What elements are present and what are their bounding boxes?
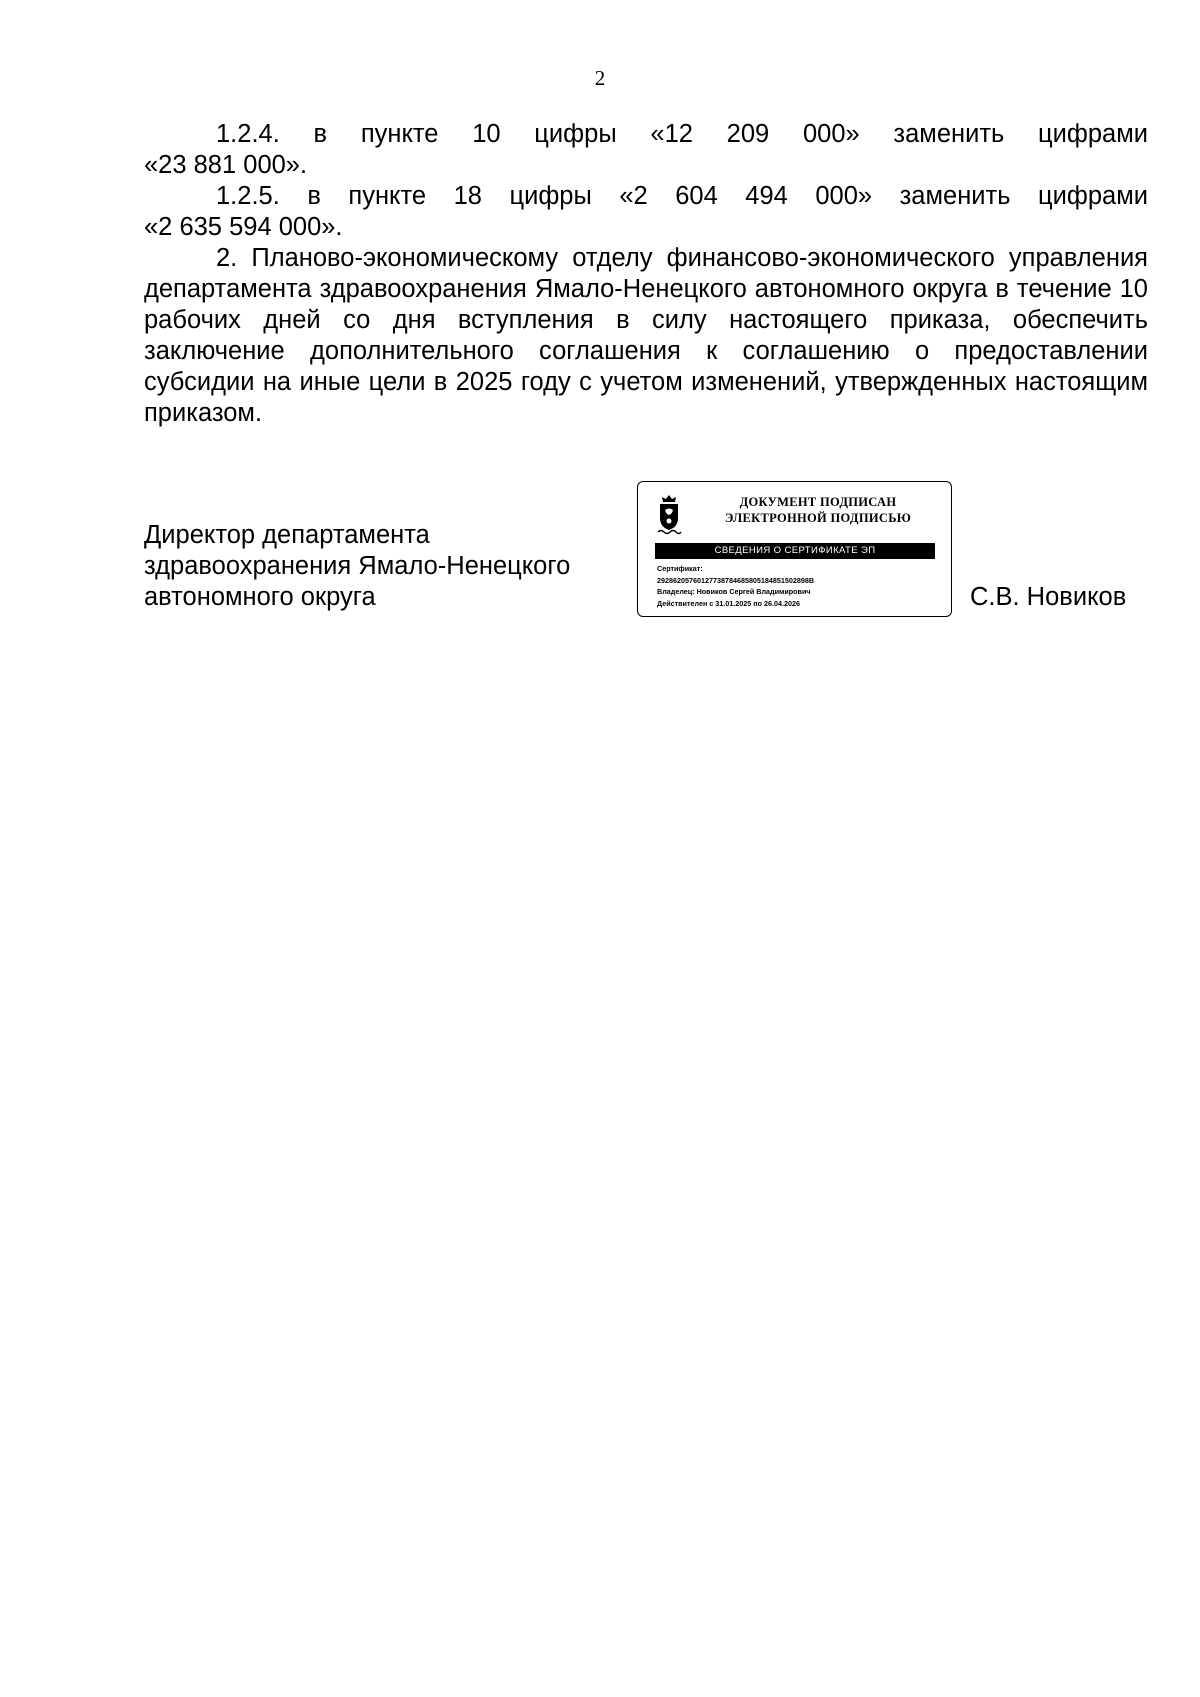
- certificate-number: 29286205760127738784685805184851502898B: [657, 575, 815, 585]
- signatory-line-1: Директор департамента: [144, 521, 430, 549]
- signatory-line-2: здравоохранения Ямало-Ненецкого: [144, 552, 571, 580]
- paragraph-1-2-4: [144, 119, 1148, 181]
- paragraph-2: 2. Планово-экономическому отделу финансово-экономического управления департамента здравоохранения Ямало-Ненецкого автономного округа в течение 10 рабочих дней со дня вступления в силу настоящего приказа, обеспечить заключение дополнительного соглашения к соглашению о предоставлении субсидии на иные цели в 2025 году с учетом изменений, утвержденных настоящим приказом.: [144, 244, 1148, 427]
- electronic-signature-stamp: [637, 481, 952, 617]
- paragraph-1-2-4-first-line: 1.2.4. в пункте 10 цифры «12 209 000» заменить цифрами: [216, 120, 1148, 148]
- certificate-label: Сертификат:: [657, 564, 703, 573]
- certificate-details: [657, 563, 947, 609]
- paragraph-1-2-4-continuation: «23 881 000».: [144, 151, 308, 179]
- signer-name: С.В. Новиков: [970, 583, 1127, 611]
- certificate-owner: Владелец: Новиков Сергей Владимирович: [657, 587, 811, 596]
- stamp-title: [693, 494, 943, 526]
- stamp-title-line-1: ДОКУМЕНТ ПОДПИСАН: [739, 495, 897, 509]
- page-number: 2: [594, 66, 606, 90]
- paragraph-1-2-5-continuation: «2 635 594 000».: [144, 213, 343, 241]
- signatory-line-3: автономного округа: [144, 583, 376, 611]
- document-body: [144, 119, 1148, 429]
- paragraph-1-2-5-first-line: 1.2.5. в пункте 18 цифры «2 604 494 000» заменить цифрами: [216, 182, 1148, 210]
- certificate-validity: Действителен с 31.01.2025 по 26.04.2026: [657, 598, 800, 608]
- certificate-info-header: СВЕДЕНИЯ О СЕРТИФИКАТЕ ЭП: [655, 543, 935, 559]
- stamp-title-line-2: ЭЛЕКТРОННОЙ ПОДПИСЬЮ: [724, 511, 912, 525]
- coat-of-arms-icon: [654, 494, 684, 538]
- paragraph-1-2-5: [144, 181, 1148, 243]
- signatory-position: [144, 520, 570, 613]
